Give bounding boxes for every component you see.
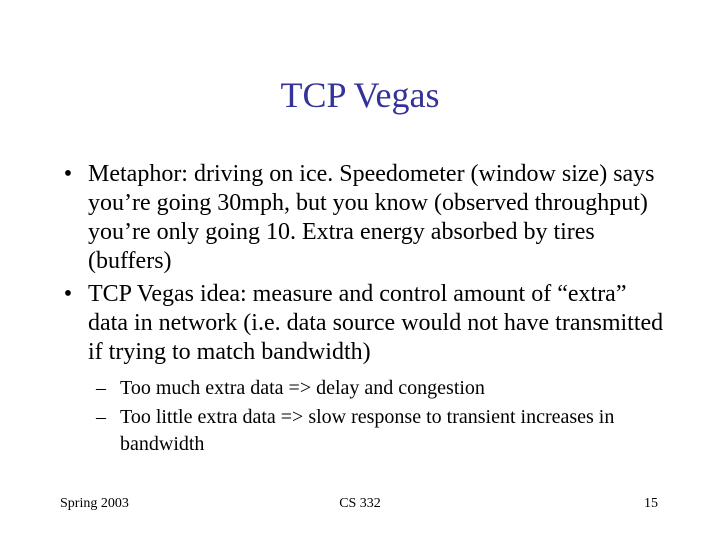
sub-bullet-list: [58, 375, 670, 458]
sub-bullet-text: Too little extra data => slow response to transient increases in bandwidth: [120, 406, 615, 455]
bullet-item: [58, 280, 670, 367]
bullet-item: [58, 160, 670, 276]
sub-bullet-marker: –: [96, 377, 106, 399]
bullet-text: Metaphor: driving on ice. Speedometer (window size) says you’re going 30mph, but you know (observed throughput) you’re only going 10. Extra energy absorbed by tires (buffers): [88, 161, 655, 274]
slide-body: [58, 160, 670, 460]
sub-bullet-text: Too much extra data => delay and congestion: [120, 377, 485, 399]
sub-bullet-marker: –: [96, 406, 106, 428]
bullet-marker: •: [63, 281, 73, 307]
slide-title: TCP Vegas: [280, 75, 440, 115]
footer-page-number: 15: [644, 496, 658, 511]
footer-date: Spring 2003: [60, 496, 129, 511]
bullet-text: TCP Vegas idea: measure and control amount of “extra” data in network (i.e. data source would not have transmitted if trying to match bandwidth): [88, 281, 664, 365]
bullet-marker: •: [63, 161, 73, 187]
sub-bullet-item: [88, 404, 670, 458]
footer-course: CS 332: [339, 496, 381, 511]
sub-bullet-item: [88, 375, 670, 402]
